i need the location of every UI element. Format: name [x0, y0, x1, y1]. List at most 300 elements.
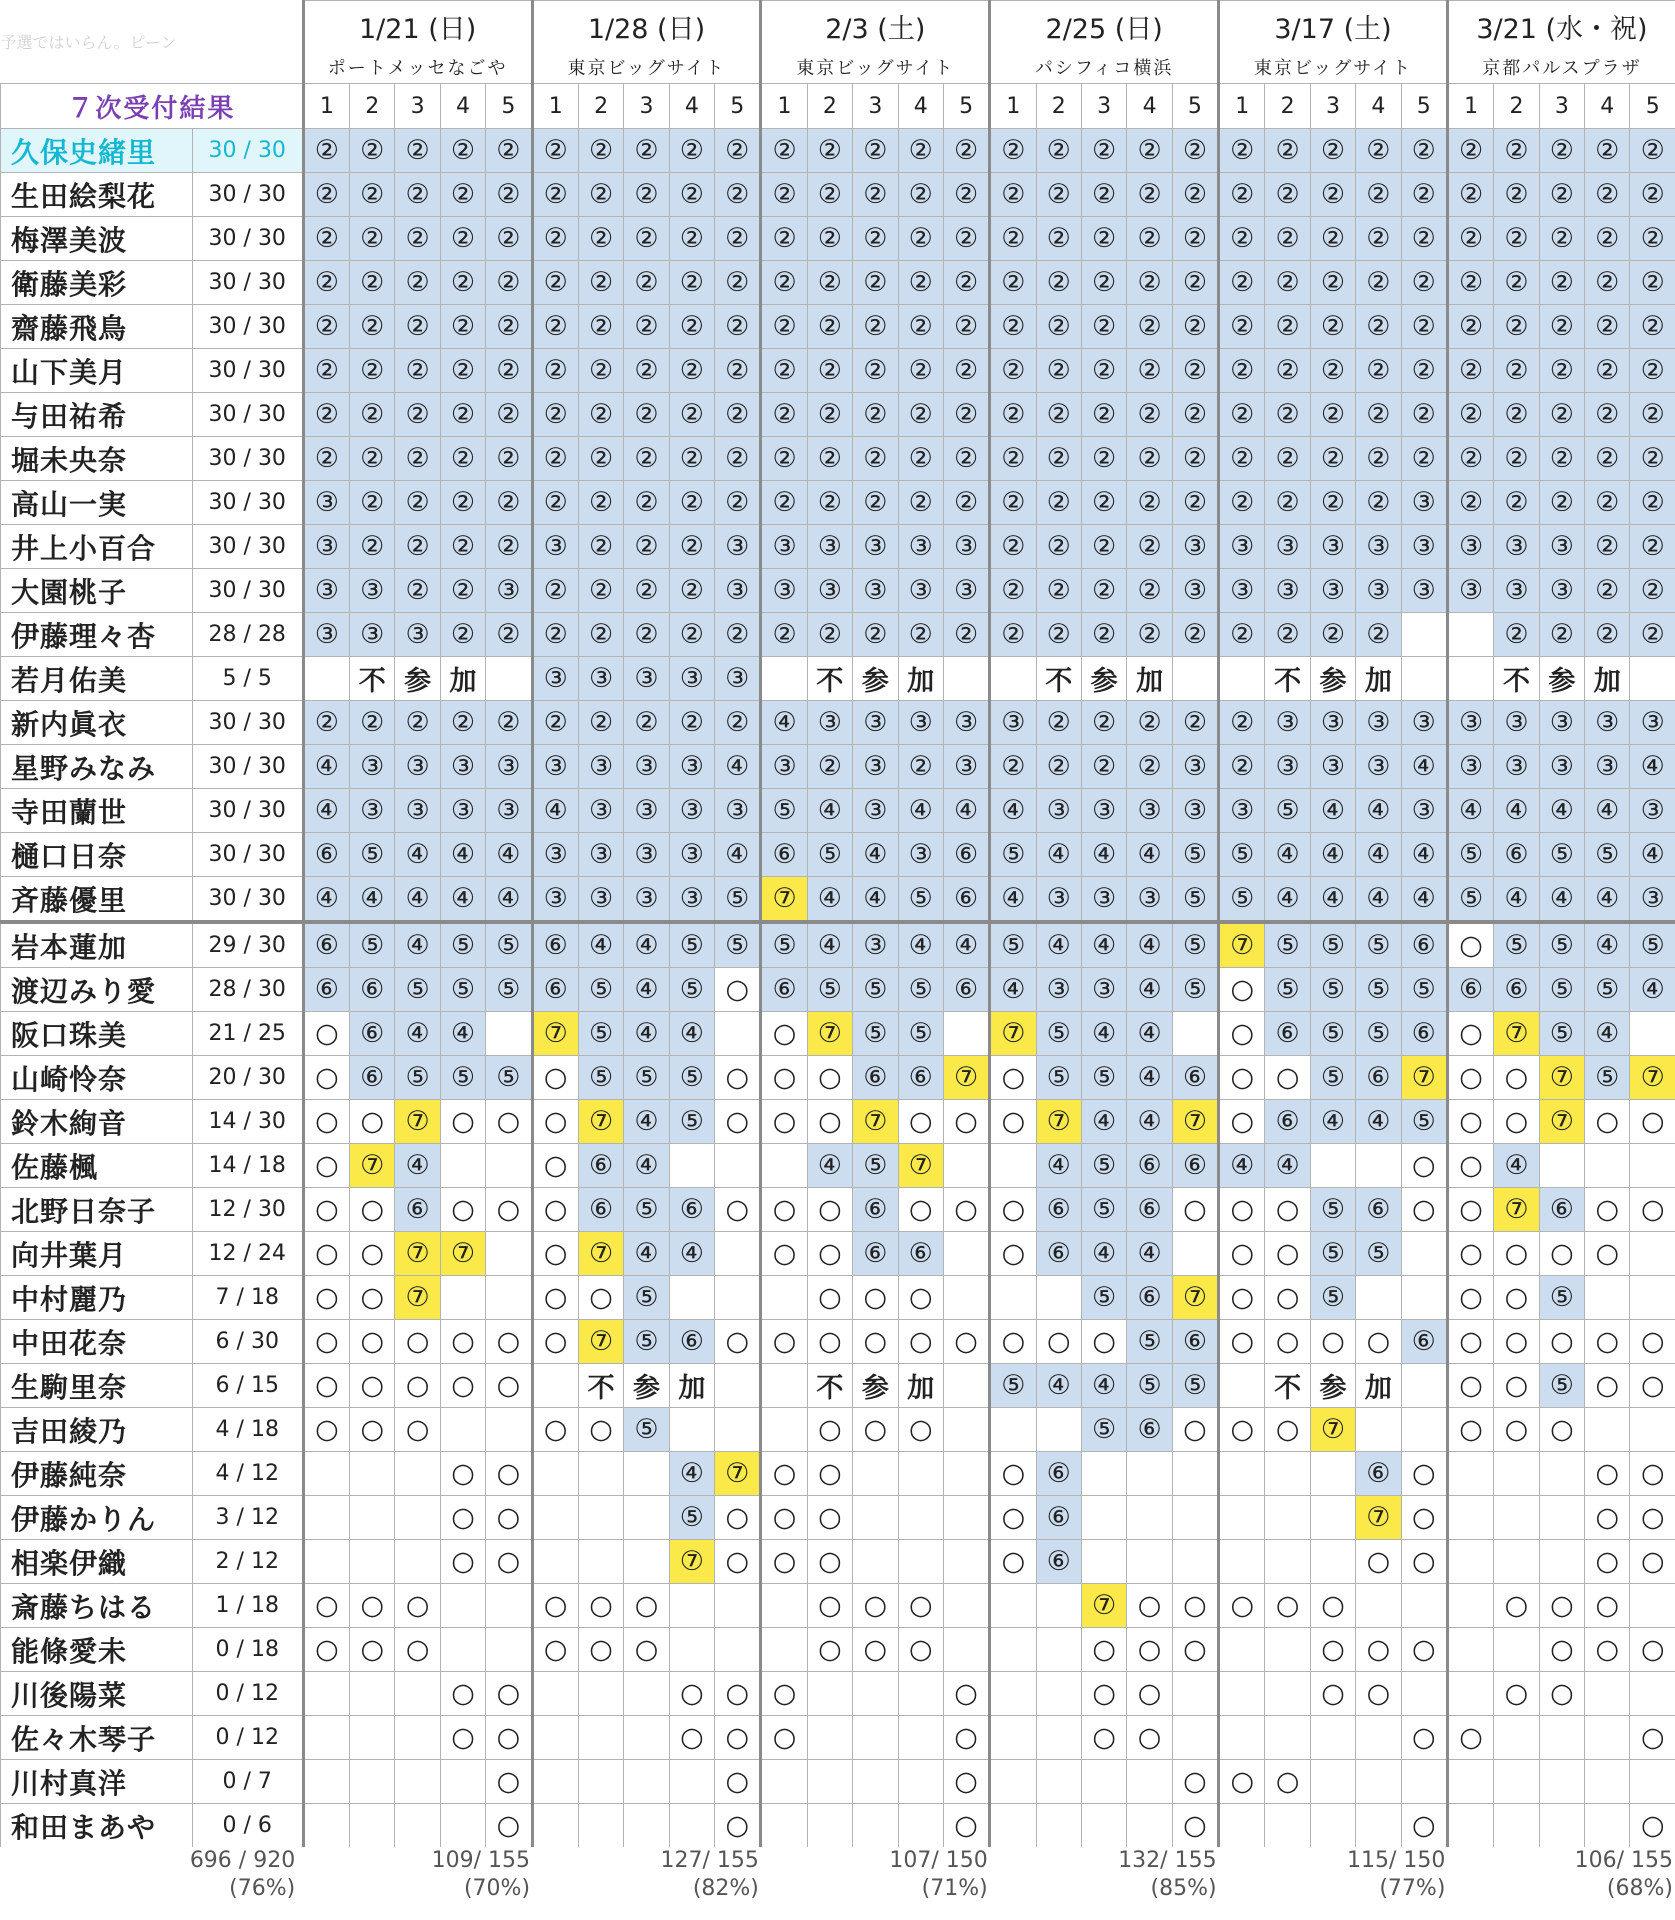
slot-cell: ④	[1081, 1364, 1126, 1408]
slot-cell: ④	[395, 877, 440, 923]
member-row	[1, 968, 1675, 1012]
slot-cell: ②	[1310, 393, 1355, 437]
slot-cell: ○	[578, 1628, 623, 1672]
slot-cell: ②	[1265, 305, 1310, 349]
member-row	[1, 569, 1675, 613]
slot-cell: ○	[715, 1496, 761, 1540]
slot-cell: ○	[943, 1100, 989, 1144]
slot-cell: ②	[898, 173, 943, 217]
slot-cell	[440, 1628, 485, 1672]
slot-cell: ④	[1265, 833, 1310, 877]
slot-cell: ②	[440, 437, 485, 481]
slot-cell: ⑤	[624, 1188, 669, 1232]
event-date: 2/3 (土)	[761, 1, 990, 52]
slot-cell: ②	[1265, 437, 1310, 481]
event-total	[761, 1847, 990, 1903]
slot-cell: ②	[350, 481, 395, 525]
slot-cell: ②	[1539, 437, 1584, 481]
slot-cell: ○	[350, 1320, 395, 1364]
part-number: 2	[350, 84, 395, 129]
slot-cell: ③	[350, 789, 395, 833]
slot-cell: ③	[1447, 569, 1493, 613]
slot-cell	[1036, 1584, 1081, 1628]
slot-cell: ④	[1401, 745, 1447, 789]
slot-cell: ②	[1401, 173, 1447, 217]
slot-cell: ○	[532, 1320, 578, 1364]
slot-cell: ⑤	[1127, 1364, 1172, 1408]
slot-cell: ○	[486, 1188, 532, 1232]
slot-cell: ③	[1494, 569, 1539, 613]
slot-cell: ○	[761, 1540, 807, 1584]
slot-cell	[715, 1364, 761, 1408]
slot-cell: ⑤	[1539, 1276, 1584, 1320]
slot-cell: ②	[1630, 481, 1675, 525]
slot-cell	[486, 1584, 532, 1628]
member-name: 若月佑美	[1, 657, 193, 701]
slot-cell: 参	[624, 1364, 669, 1408]
slot-cell	[1630, 657, 1675, 701]
slot-cell: ④	[1310, 789, 1355, 833]
member-score: 21 / 25	[192, 1012, 303, 1056]
slot-cell: ⑦	[1172, 1100, 1218, 1144]
slot-cell	[303, 1540, 349, 1584]
slot-cell: ③	[1265, 745, 1310, 789]
slot-cell	[1401, 1760, 1447, 1804]
slot-cell	[1401, 1232, 1447, 1276]
slot-cell: ○	[1447, 1364, 1493, 1408]
slot-cell: ③	[669, 833, 714, 877]
slot-cell: ○	[440, 1672, 485, 1716]
slot-cell: ○	[486, 1716, 532, 1760]
slot-cell: ⑤	[1356, 968, 1401, 1012]
slot-cell	[761, 1804, 807, 1848]
slot-cell: ②	[1494, 173, 1539, 217]
slot-cell	[350, 1672, 395, 1716]
slot-cell: ②	[669, 305, 714, 349]
slot-cell: ②	[1081, 349, 1126, 393]
slot-cell: ②	[807, 349, 852, 393]
slot-cell	[1265, 1496, 1310, 1540]
slot-cell: ⑥	[578, 1188, 623, 1232]
slot-cell: ②	[1630, 437, 1675, 481]
slot-cell	[1494, 1540, 1539, 1584]
slot-cell: ④	[990, 877, 1036, 923]
slot-cell: ②	[1310, 613, 1355, 657]
event-total	[1447, 1847, 1675, 1903]
slot-cell	[853, 1540, 898, 1584]
member-row	[1, 1804, 1675, 1848]
slot-cell: ②	[807, 437, 852, 481]
slot-cell: ②	[1447, 217, 1493, 261]
slot-cell	[1630, 1012, 1675, 1056]
slot-cell: ②	[1219, 305, 1265, 349]
slot-cell: ②	[1539, 305, 1584, 349]
slot-cell: ⑤	[1310, 1232, 1355, 1276]
slot-cell	[853, 1716, 898, 1760]
slot-cell: ○	[440, 1364, 485, 1408]
slot-cell: ⑤	[669, 1496, 714, 1540]
slot-cell	[1081, 1804, 1126, 1848]
event-total-percent: (70%)	[463, 1876, 531, 1901]
slot-cell: ②	[1036, 701, 1081, 745]
slot-cell: ○	[1585, 1364, 1630, 1408]
slot-cell: ②	[1494, 305, 1539, 349]
slot-cell: ②	[1127, 613, 1172, 657]
member-score: 30 / 30	[192, 789, 303, 833]
slot-cell: ⑦	[1539, 1056, 1584, 1100]
slot-cell: ②	[440, 525, 485, 569]
slot-cell: ○	[624, 1628, 669, 1672]
slot-cell: ②	[1494, 261, 1539, 305]
slot-cell: ○	[350, 1100, 395, 1144]
slot-cell: ②	[1219, 261, 1265, 305]
slot-cell: ④	[1219, 1144, 1265, 1188]
grand-total-percent: (76%)	[229, 1876, 296, 1901]
slot-cell: ⑤	[1219, 877, 1265, 923]
slot-cell: ③	[669, 877, 714, 923]
slot-cell: ○	[1539, 1232, 1584, 1276]
slot-cell: ⑤	[624, 1056, 669, 1100]
slot-cell: ⑤	[440, 1056, 485, 1100]
slot-cell: ④	[943, 922, 989, 968]
slot-cell	[1127, 1540, 1172, 1584]
slot-cell: ③	[1630, 877, 1675, 923]
slot-cell: ②	[1036, 745, 1081, 789]
slot-cell: ○	[440, 1320, 485, 1364]
slot-cell: ○	[1356, 1672, 1401, 1716]
slot-cell: ⑦	[807, 1012, 852, 1056]
slot-cell: ③	[1539, 569, 1584, 613]
slot-cell: ○	[1585, 1232, 1630, 1276]
slot-cell: ②	[853, 481, 898, 525]
slot-cell: ○	[1401, 1716, 1447, 1760]
slot-cell: ②	[990, 217, 1036, 261]
slot-cell: ②	[1310, 481, 1355, 525]
slot-cell: ○	[1447, 1320, 1493, 1364]
slot-cell: ②	[578, 217, 623, 261]
slot-cell: ④	[303, 877, 349, 923]
slot-cell	[440, 1760, 485, 1804]
slot-cell: ②	[761, 129, 807, 173]
slot-cell: ②	[1356, 437, 1401, 481]
slot-cell: ④	[624, 1144, 669, 1188]
slot-cell: ②	[440, 305, 485, 349]
slot-cell: ③	[395, 613, 440, 657]
slot-cell: ②	[1081, 437, 1126, 481]
slot-cell: ②	[943, 437, 989, 481]
slot-cell: ②	[303, 129, 349, 173]
slot-cell: ④	[1401, 877, 1447, 923]
slot-cell: ②	[1494, 437, 1539, 481]
slot-cell	[532, 1452, 578, 1496]
slot-cell: ②	[1219, 701, 1265, 745]
member-score: 30 / 30	[192, 129, 303, 173]
slot-cell: ○	[761, 1496, 807, 1540]
slot-cell	[440, 1584, 485, 1628]
slot-cell: ○	[1585, 1584, 1630, 1628]
slot-cell: ○	[1310, 1628, 1355, 1672]
part-number: 4	[1585, 84, 1630, 129]
member-score: 14 / 30	[192, 1100, 303, 1144]
slot-cell: ②	[1494, 481, 1539, 525]
slot-cell: ②	[990, 525, 1036, 569]
slot-cell: ○	[1630, 1540, 1675, 1584]
slot-cell: ②	[350, 701, 395, 745]
slot-cell: ⑤	[624, 1276, 669, 1320]
slot-cell: ⑥	[898, 1056, 943, 1100]
slot-cell: ②	[1127, 173, 1172, 217]
slot-cell: ○	[669, 1716, 714, 1760]
event-total-percent: (82%)	[692, 1876, 759, 1901]
slot-cell: ④	[1127, 922, 1172, 968]
slot-cell: ○	[1539, 1408, 1584, 1452]
slot-cell	[715, 1408, 761, 1452]
slot-cell: ②	[624, 305, 669, 349]
slot-cell	[395, 1672, 440, 1716]
slot-cell: ④	[1494, 877, 1539, 923]
slot-cell	[303, 1760, 349, 1804]
part-number: 3	[1081, 84, 1126, 129]
slot-cell: ⑥	[1356, 1188, 1401, 1232]
slot-cell: ④	[1356, 833, 1401, 877]
slot-cell: ⑥	[350, 1012, 395, 1056]
slot-cell: ⑤	[1494, 922, 1539, 968]
slot-cell	[303, 657, 349, 701]
slot-cell: ○	[1081, 1320, 1126, 1364]
slot-cell: ⑤	[898, 968, 943, 1012]
slot-cell: ②	[624, 701, 669, 745]
slot-cell: ③	[990, 701, 1036, 745]
slot-cell: ⑤	[440, 922, 485, 968]
slot-cell: ④	[1356, 877, 1401, 923]
slot-cell: ⑥	[669, 1188, 714, 1232]
slot-cell: ○	[1265, 1408, 1310, 1452]
slot-cell: ○	[1630, 1496, 1675, 1540]
slot-cell: ②	[990, 613, 1036, 657]
slot-cell	[395, 1452, 440, 1496]
slot-cell	[807, 1804, 852, 1848]
slot-cell: ③	[898, 569, 943, 613]
slot-cell: ②	[1401, 261, 1447, 305]
slot-cell: ②	[624, 129, 669, 173]
slot-cell: ②	[853, 305, 898, 349]
slot-cell: ③	[395, 789, 440, 833]
slot-cell	[990, 657, 1036, 701]
slot-cell: 加	[1356, 1364, 1401, 1408]
slot-cell: ②	[1036, 305, 1081, 349]
slot-cell: ⑤	[853, 1144, 898, 1188]
slot-cell: ②	[350, 305, 395, 349]
slot-cell: ○	[761, 1100, 807, 1144]
slot-cell: ②	[990, 305, 1036, 349]
event-total-percent: (77%)	[1379, 1876, 1446, 1901]
slot-cell	[1494, 1628, 1539, 1672]
slot-cell: ③	[898, 525, 943, 569]
slot-cell: ⑤	[898, 1012, 943, 1056]
part-number: 3	[1539, 84, 1584, 129]
slot-cell: ③	[1081, 789, 1126, 833]
slot-cell: ③	[1172, 789, 1218, 833]
slot-cell: ③	[1036, 877, 1081, 923]
slot-cell: ③	[1310, 701, 1355, 745]
member-score: 4 / 18	[192, 1408, 303, 1452]
slot-cell	[1356, 1584, 1401, 1628]
slot-cell: ②	[624, 613, 669, 657]
slot-cell: ②	[1630, 217, 1675, 261]
slot-cell: ②	[532, 437, 578, 481]
slot-cell: ②	[761, 217, 807, 261]
slot-cell	[669, 1760, 714, 1804]
slot-cell: ②	[440, 393, 485, 437]
slot-cell: ②	[943, 129, 989, 173]
slot-cell: ②	[1265, 481, 1310, 525]
slot-cell: ③	[1447, 745, 1493, 789]
slot-cell: ○	[1494, 1364, 1539, 1408]
member-name: 能條愛未	[1, 1628, 193, 1672]
slot-cell: ③	[1127, 789, 1172, 833]
slot-cell: ②	[624, 525, 669, 569]
slot-cell: ③	[715, 789, 761, 833]
member-score: 14 / 18	[192, 1144, 303, 1188]
slot-cell: ○	[1585, 1320, 1630, 1364]
slot-cell: ⑥	[303, 968, 349, 1012]
slot-cell: ②	[1310, 349, 1355, 393]
slot-cell: ②	[1219, 393, 1265, 437]
slot-cell: ④	[1356, 789, 1401, 833]
slot-cell: ⑤	[1172, 833, 1218, 877]
slot-cell	[350, 1716, 395, 1760]
slot-cell	[807, 1672, 852, 1716]
part-number: 3	[1310, 84, 1355, 129]
slot-cell	[715, 1628, 761, 1672]
slot-cell: ⑥	[898, 1232, 943, 1276]
event-total	[1219, 1847, 1448, 1903]
slot-cell	[1265, 1716, 1310, 1760]
slot-cell: ⑦	[1539, 1100, 1584, 1144]
slot-cell	[1036, 1276, 1081, 1320]
slot-cell: ⑦	[578, 1100, 623, 1144]
slot-cell: ○	[303, 1320, 349, 1364]
slot-cell: ③	[761, 525, 807, 569]
slot-cell: ○	[761, 1188, 807, 1232]
slot-cell: ②	[440, 173, 485, 217]
slot-cell: 参	[1310, 1364, 1355, 1408]
slot-cell: ②	[303, 173, 349, 217]
slot-cell: ②	[1219, 129, 1265, 173]
slot-cell: ②	[1447, 129, 1493, 173]
slot-cell: ③	[532, 877, 578, 923]
slot-cell	[1356, 1760, 1401, 1804]
slot-cell	[1494, 1760, 1539, 1804]
slot-cell	[853, 1496, 898, 1540]
slot-cell: ②	[898, 393, 943, 437]
slot-cell: ⑤	[1081, 1188, 1126, 1232]
part-number: 4	[669, 84, 714, 129]
slot-cell	[715, 1144, 761, 1188]
slot-cell: ⑤	[761, 922, 807, 968]
slot-cell: 不	[350, 657, 395, 701]
slot-cell: ②	[990, 349, 1036, 393]
slot-cell: ⑤	[853, 1012, 898, 1056]
slot-cell: ⑤	[1585, 1056, 1630, 1100]
slot-cell: ○	[1081, 1716, 1126, 1760]
slot-cell: ⑤	[669, 922, 714, 968]
member-row	[1, 1408, 1675, 1452]
slot-cell: ⑤	[486, 968, 532, 1012]
slot-cell: ④	[715, 833, 761, 877]
slot-cell	[1630, 1232, 1675, 1276]
slot-cell	[1036, 1628, 1081, 1672]
part-number: 5	[943, 84, 989, 129]
slot-cell: ○	[1447, 1144, 1493, 1188]
member-row	[1, 613, 1675, 657]
slot-cell: ⑥	[669, 1320, 714, 1364]
slot-cell: ②	[1127, 481, 1172, 525]
slot-cell: ○	[1494, 1276, 1539, 1320]
slot-cell: ⑤	[578, 1056, 623, 1100]
slot-cell: ②	[624, 569, 669, 613]
slot-cell: ⑦	[1310, 1408, 1355, 1452]
member-score: 30 / 30	[192, 745, 303, 789]
slot-cell: ②	[669, 173, 714, 217]
slot-cell: ②	[898, 481, 943, 525]
slot-cell: ②	[532, 481, 578, 525]
slot-cell: ⑥	[395, 1188, 440, 1232]
slot-cell: ⑤	[761, 789, 807, 833]
slot-cell: ②	[1585, 305, 1630, 349]
slot-cell: ②	[578, 437, 623, 481]
member-score: 30 / 30	[192, 569, 303, 613]
slot-cell: ④	[990, 968, 1036, 1012]
slot-cell: ○	[715, 1672, 761, 1716]
slot-cell: ②	[1127, 305, 1172, 349]
slot-cell: ○	[303, 1232, 349, 1276]
slot-cell	[1401, 1408, 1447, 1452]
slot-cell	[303, 1716, 349, 1760]
slot-cell	[1172, 1672, 1218, 1716]
slot-cell: 不	[578, 1364, 623, 1408]
slot-cell: ②	[350, 173, 395, 217]
slot-cell: ②	[898, 437, 943, 481]
slot-cell: ②	[624, 393, 669, 437]
slot-cell: ②	[578, 305, 623, 349]
slot-cell	[1447, 1540, 1493, 1584]
slot-cell: 加	[440, 657, 485, 701]
slot-cell: ③	[624, 745, 669, 789]
slot-cell: ⑤	[1539, 1012, 1584, 1056]
slot-cell: ③	[715, 569, 761, 613]
slot-cell: 不	[1265, 1364, 1310, 1408]
slot-cell: ○	[853, 1628, 898, 1672]
slot-cell: ③	[1219, 569, 1265, 613]
slot-cell: ○	[578, 1276, 623, 1320]
slot-cell	[578, 1716, 623, 1760]
slot-cell: ○	[807, 1408, 852, 1452]
slot-cell: ○	[1494, 1672, 1539, 1716]
slot-cell: ○	[1219, 968, 1265, 1012]
slot-cell: ④	[624, 1100, 669, 1144]
slot-cell	[943, 657, 989, 701]
part-number: 1	[303, 84, 349, 129]
slot-cell: ②	[440, 481, 485, 525]
slot-cell: ②	[486, 393, 532, 437]
slot-cell: ⑤	[853, 968, 898, 1012]
slot-cell: ②	[807, 745, 852, 789]
slot-cell: ⑤	[1585, 968, 1630, 1012]
slot-cell	[761, 1364, 807, 1408]
event-venue: ポートメッセなごや	[303, 51, 532, 84]
event-venue: 東京ビッグサイト	[1219, 51, 1448, 84]
